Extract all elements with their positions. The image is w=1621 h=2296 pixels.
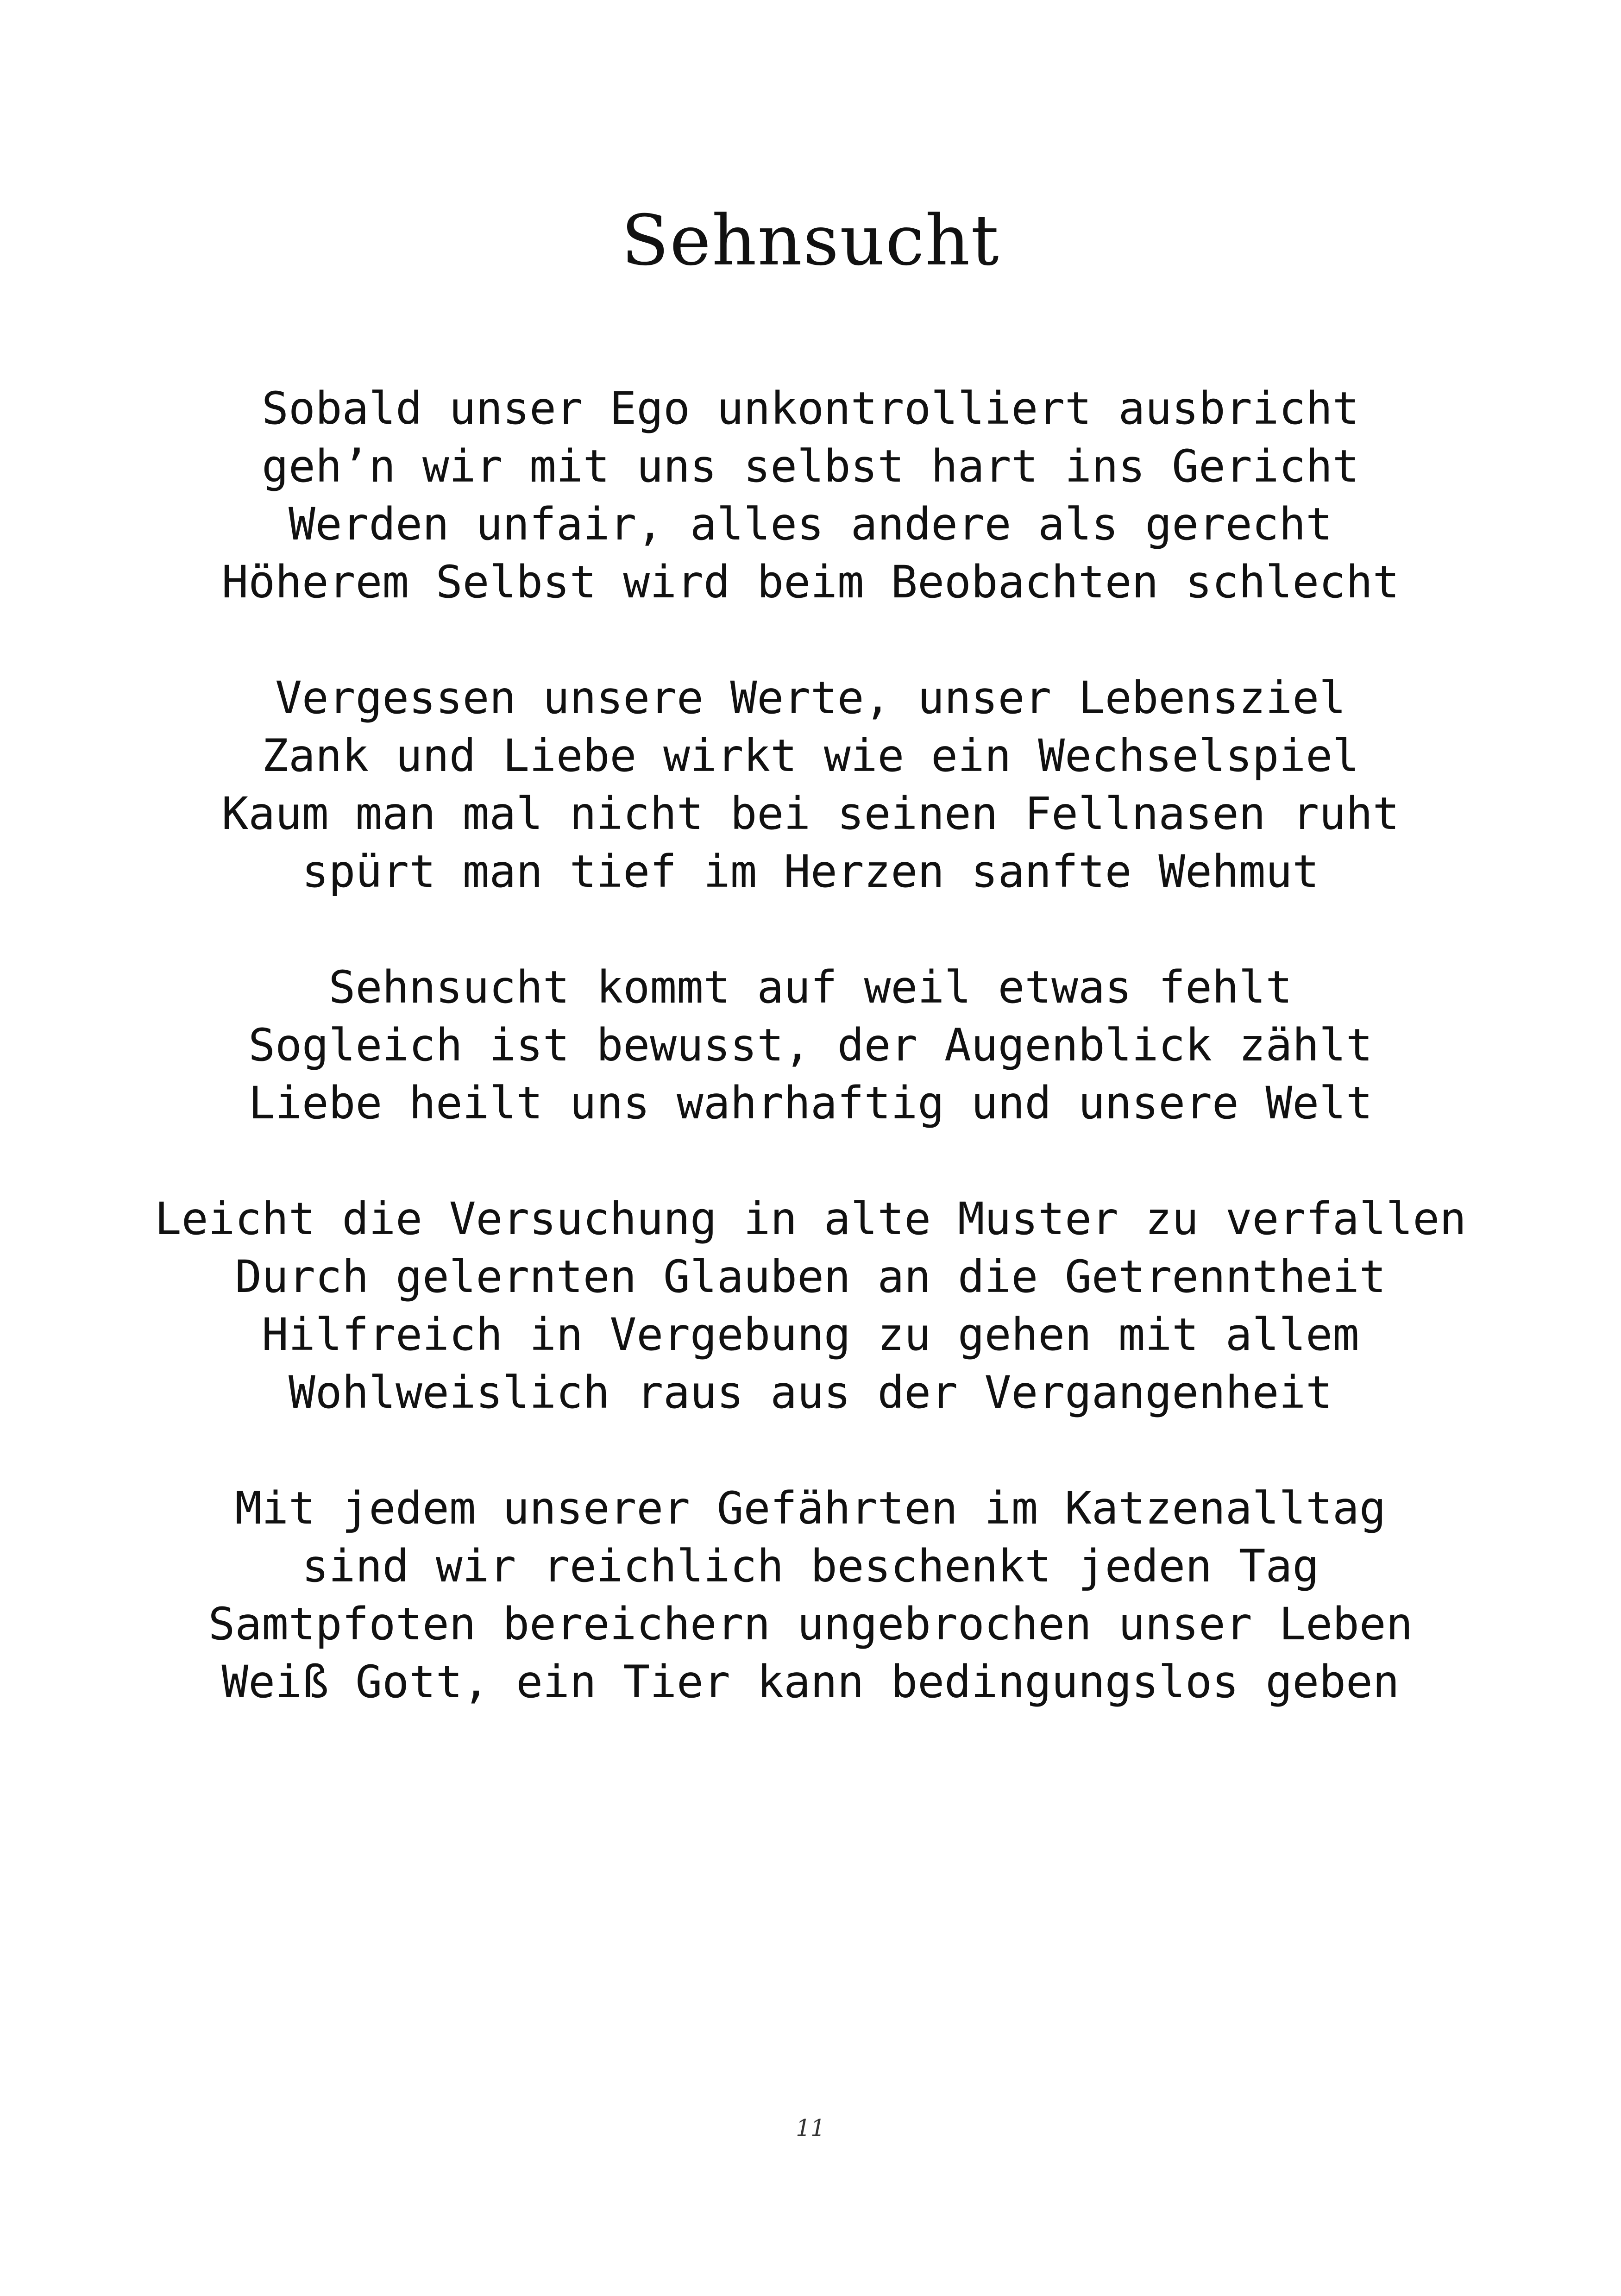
poem-line: Leicht die Versuchung in alte Muster zu verfallen bbox=[154, 1193, 1467, 1245]
poem-line: Durch gelernten Glauben an die Getrenntheit bbox=[235, 1251, 1386, 1303]
poem-line: Mit jedem unserer Gefährten im Katzenalltag bbox=[235, 1482, 1386, 1534]
stanza-2 bbox=[0, 669, 1621, 901]
poem-body bbox=[0, 380, 1621, 1769]
poem-line: Sogleich ist bewusst, der Augenblick zählt bbox=[248, 1019, 1373, 1071]
poem-line: Vergessen unsere Werte, unser Lebensziel bbox=[275, 672, 1346, 724]
stanza-4 bbox=[0, 1190, 1621, 1422]
page-number: 11 bbox=[796, 2114, 825, 2141]
poem-line: Höherem Selbst wird beim Beobachten schlecht bbox=[221, 556, 1400, 608]
poem-line: Hilfreich in Vergebung zu gehen mit allem bbox=[262, 1309, 1359, 1361]
poem-line: Kaum man mal nicht bei seinen Fellnasen ruht bbox=[221, 788, 1400, 840]
poem-line: Zank und Liebe wirkt wie ein Wechselspiel bbox=[262, 730, 1359, 782]
stanza-3 bbox=[0, 959, 1621, 1132]
poem-line: Liebe heilt uns wahrhaftig und unsere Welt bbox=[248, 1077, 1373, 1129]
poem-line: geh’n wir mit uns selbst hart ins Gericht bbox=[262, 440, 1359, 492]
poem-line: Samtpfoten bereichern ungebrochen unser Leben bbox=[208, 1598, 1413, 1650]
poem-line: spürt man tief im Herzen sanfte Wehmut bbox=[302, 846, 1319, 897]
poem-line: Werden unfair, alles andere als gerecht bbox=[288, 498, 1333, 550]
poem-line: Weiß Gott, ein Tier kann bedingungslos geben bbox=[221, 1656, 1400, 1708]
poem-line: Sobald unser Ego unkontrolliert ausbricht bbox=[262, 383, 1359, 434]
poem-line: sind wir reichlich beschenkt jeden Tag bbox=[302, 1540, 1319, 1592]
poem-title: Sehnsucht bbox=[621, 201, 1000, 281]
stanza-5 bbox=[0, 1480, 1621, 1711]
poem-line: Sehnsucht kommt auf weil etwas fehlt bbox=[328, 961, 1293, 1013]
poem-line: Wohlweislich raus aus der Vergangenheit bbox=[288, 1367, 1333, 1418]
stanza-1 bbox=[0, 380, 1621, 611]
